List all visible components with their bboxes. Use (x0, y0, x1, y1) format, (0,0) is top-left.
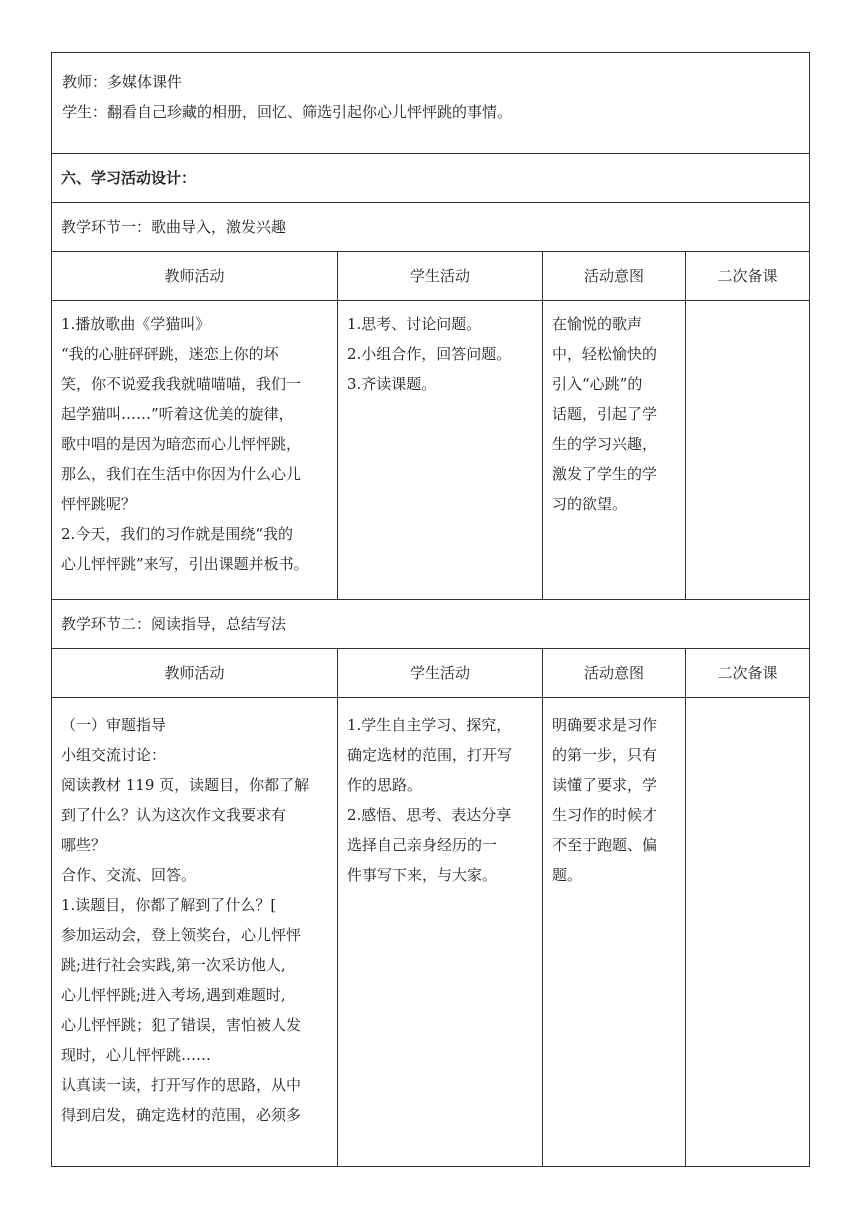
stage2-teacher-line: 合作、交流、回答。 (61, 866, 197, 884)
stage1-header-row (52, 252, 810, 301)
stage2-title-row (52, 600, 810, 649)
student-prep-text: 学生：翻看自己珍藏的相册，回忆、筛选引起你心儿怦怦跳的事情。 (62, 103, 513, 121)
stage1-teacher-line: 笑，你不说爱我我就喵喵喵，我们一 (61, 375, 302, 393)
header-activity-intent: 活动意图 (543, 252, 686, 301)
section-title-cell (52, 154, 810, 203)
stage1-intent-cell (543, 301, 686, 600)
header-teacher-activity: 教师活动 (52, 649, 338, 698)
stage2-teacher-line: 参加运动会，登上领奖台，心儿怦怦 (61, 926, 302, 944)
stage1-intent-line: 激发了学生的学 (552, 465, 658, 483)
stage1-student-line: 2.小组合作，回答问题。 (347, 345, 512, 363)
stage1-intent-line: 生的学习兴趣， (552, 435, 658, 453)
stage2-student-line: 1.学生自主学习、探究， (347, 716, 512, 734)
stage1-teacher-line: “我的心脏砰砰跳，迷恋上你的坏 (61, 345, 279, 363)
intro-cell (52, 53, 810, 154)
stage1-intent-line: 中，轻松愉快的 (552, 345, 658, 363)
stage1-title-cell (52, 203, 810, 252)
stage2-teacher-line: 哪些？ (61, 836, 107, 854)
stage1-second-prep-cell (686, 301, 810, 600)
section-title-row (52, 154, 810, 203)
stage2-intent-line: 明确要求是习作 (552, 716, 658, 734)
stage2-teacher-line: 心儿怦怦跳;进入考场,遇到难题时, (61, 986, 286, 1004)
intro-row (52, 53, 810, 154)
stage2-intent-cell (543, 698, 686, 1167)
stage1-teacher-line: 心儿怦怦跳”来写，引出课题并板书。 (61, 555, 309, 573)
header-student-activity: 学生活动 (338, 252, 543, 301)
stage1-intent-line: 话题，引起了学 (552, 405, 658, 423)
stage1-teacher-cell (52, 301, 338, 600)
header-second-prep: 二次备课 (686, 252, 810, 301)
stage2-teacher-line: 1.读题目，你都了解到了什么？[ (61, 896, 277, 914)
lesson-plan-document (51, 52, 809, 1167)
stage2-intent-line: 的第一步，只有 (552, 746, 658, 764)
stage1-student-line: 1.思考、讨论问题。 (347, 315, 482, 333)
stage2-teacher-line: 认真读一读，打开写作的思路，从中 (61, 1076, 302, 1094)
header-activity-intent: 活动意图 (543, 649, 686, 698)
stage1-intent-line: 引入“心跳”的 (552, 375, 643, 393)
stage2-teacher-line: 跳;进行社会实践,第一次采访他人, (61, 956, 286, 974)
stage2-teacher-line: 现时，心儿怦怦跳…… (61, 1046, 212, 1064)
stage1-teacher-line: 2.今天，我们的习作就是围绕“我的 (61, 525, 293, 543)
stage2-student-cell (338, 698, 543, 1167)
stage1-teacher-line: 怦怦跳呢？ (61, 495, 137, 513)
stage2-teacher-line: 阅读教材 119 页，读题目，你都了解 (61, 776, 310, 794)
section-title: 六、学习活动设计： (61, 169, 197, 187)
stage2-teacher-cell (52, 698, 338, 1167)
header-student-activity: 学生活动 (338, 649, 543, 698)
teacher-prep-text: 教师：多媒体课件 (62, 73, 183, 91)
stage2-intent-line: 题。 (552, 866, 583, 884)
stage2-teacher-line: 心儿怦怦跳；犯了错误，害怕被人发 (61, 1016, 302, 1034)
stage1-teacher-line: 1.播放歌曲《学猫叫》 (61, 315, 211, 333)
stage2-teacher-line: 得到启发，确定选材的范围，必须多 (61, 1106, 302, 1124)
stage2-student-line: 件事写下来，与大家。 (347, 866, 498, 884)
stage1-teacher-line: 歌中唱的是因为暗恋而心儿怦怦跳， (61, 435, 302, 453)
stage1-teacher-line: 那么，我们在生活中你因为什么心儿 (61, 465, 302, 483)
stage1-student-line: 3.齐读课题。 (347, 375, 437, 393)
stage2-intent-line: 生习作的时候才 (552, 806, 658, 824)
header-second-prep: 二次备课 (686, 649, 810, 698)
stage2-teacher-line: 到了什么？认为这次作文我要求有 (61, 806, 287, 824)
stage2-title-cell (52, 600, 810, 649)
stage1-title-row (52, 203, 810, 252)
stage2-teacher-line: （一）审题指导 (61, 716, 167, 734)
header-teacher-activity: 教师活动 (52, 252, 338, 301)
stage1-student-cell (338, 301, 543, 600)
stage1-intent-line: 习的欲望。 (552, 495, 628, 513)
stage2-intent-line: 读懂了要求，学 (552, 776, 658, 794)
stage2-content-row (52, 698, 810, 1167)
stage2-title: 教学环节二：阅读指导，总结写法 (61, 615, 287, 633)
stage2-student-line: 选择自己亲身经历的一 (347, 836, 498, 854)
stage1-content-row (52, 301, 810, 600)
stage2-intent-line: 不至于跑题、偏 (552, 836, 658, 854)
stage1-title: 教学环节一：歌曲导入，激发兴趣 (61, 218, 287, 236)
stage2-header-row (52, 649, 810, 698)
stage2-second-prep-cell (686, 698, 810, 1167)
stage2-student-line: 确定选材的范围，打开写 (347, 746, 513, 764)
stage2-student-line: 作的思路。 (347, 776, 423, 794)
stage2-teacher-line: 小组交流讨论： (61, 746, 167, 764)
stage1-teacher-line: 起学猫叫……”听着这优美的旋律， (61, 405, 294, 423)
stage1-intent-line: 在愉悦的歌声 (552, 315, 643, 333)
stage2-student-line: 2.感悟、思考、表达分享 (347, 806, 512, 824)
lesson-plan-table (51, 52, 810, 1167)
